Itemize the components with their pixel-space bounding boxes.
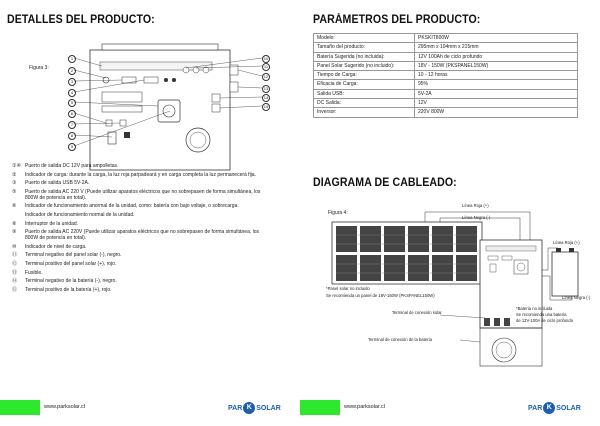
black-line-label-2: Línea Negra (-) bbox=[562, 295, 591, 300]
solar-terminal-label: Terminal de conexión solar bbox=[392, 310, 442, 315]
table-row: Tiempo de Carga: 10 - 12 horas bbox=[314, 71, 578, 80]
callout-14: 14 bbox=[263, 95, 269, 100]
table-row: DC Salida: 12V bbox=[314, 99, 578, 108]
wiring-title: DIAGRAMA DE CABLEADO: bbox=[313, 177, 457, 189]
callout-5: 5 bbox=[68, 99, 76, 107]
red-line-label-2: Línea Roja (+) bbox=[553, 240, 580, 245]
list-item: ⑫ Terminal positivo del panel solar (+), rojo. bbox=[12, 260, 117, 267]
logo-left: PAR K SOLAR bbox=[228, 402, 281, 414]
callout-8: 8 bbox=[68, 132, 76, 140]
figure-3-label: Figura 3: bbox=[29, 65, 49, 71]
battery-note-2: Se recomienda una batería bbox=[516, 312, 567, 317]
callout-1: 1 bbox=[68, 55, 76, 63]
list-item: ⑭ Terminal negativo de la batería (-), negro. bbox=[12, 278, 117, 285]
logo-k-icon: K bbox=[243, 402, 255, 414]
logo-right: PAR K SOLAR bbox=[528, 402, 581, 414]
list-item: ③ Puerto de salida USB 5V-2A. bbox=[12, 180, 90, 187]
list-item: ② Indicador de carga: durante la carga, la luz roja parpadeará y en carga completa la luz permanecerá fija. bbox=[12, 171, 256, 178]
list-item: ⑨ Puerto de salida AC 220V (Puede utilizar aparatos eléctricos que no sobrepasen de forma simultánea, los 800W de potencia en total). bbox=[12, 229, 260, 242]
callout-11: 11 bbox=[263, 64, 269, 69]
table-row: Eficacia de Carga: 95% bbox=[314, 80, 578, 89]
footer-url-right[interactable]: www.parksolar.cl bbox=[344, 404, 385, 410]
list-item: ①④ Puerto de salida DC 12V para ampolletas. bbox=[12, 163, 119, 169]
spec-table bbox=[313, 33, 578, 118]
callout-9: 9 bbox=[68, 143, 76, 151]
footer-green-bar-left bbox=[0, 400, 40, 415]
table-row: Salida USB: 5V-2A bbox=[314, 89, 578, 98]
callout-7: 7 bbox=[68, 121, 76, 129]
table-row: Batería Sugerida (no incluida): 12V 100Ah de ciclo profundo bbox=[314, 52, 578, 61]
black-line-label: Línea Negra (-) bbox=[462, 215, 491, 220]
table-row: Inversor: 220V 800W bbox=[314, 108, 578, 117]
callout-13: 13 bbox=[263, 86, 269, 91]
panel-note-1: *Panel solar no incluido bbox=[326, 286, 370, 291]
list-item: ⑥ Indicador de funcionamiento anormal de la unidad, como: batería con bajo voltaje, o sobrecarga. bbox=[12, 203, 239, 210]
red-line-label: Línea Roja (+) bbox=[462, 203, 489, 208]
figure-4-label: Figura 4: bbox=[328, 210, 348, 216]
list-item: ⑧ Interruptor de la unidad. bbox=[12, 220, 79, 227]
page-title-left: DETALLES DEL PRODUCTO: bbox=[7, 14, 155, 26]
table-row: Modelo: PKSKIT800W bbox=[314, 34, 578, 43]
battery-note-3: de 12V-100A de ciclo profundo bbox=[516, 318, 574, 323]
battery-terminal-label: Terminal de conexión de la batería bbox=[368, 337, 433, 342]
footer-green-bar-right bbox=[300, 400, 340, 415]
feature-list bbox=[12, 163, 270, 295]
list-item: Indicador de funcionamiento normal de la unidad. bbox=[25, 211, 135, 218]
table-row: Tamaño del producto: 295mm x 104mm x 215mm bbox=[314, 43, 578, 52]
page-title-right: PARÁMETROS DEL PRODUCTO: bbox=[313, 14, 481, 26]
list-item: ⑮ Terminal positivo de la batería (+), rojo. bbox=[12, 286, 112, 293]
panel-note-2: Se recomienda un panel de 18V-150W (PKSPANEL150W) bbox=[326, 293, 435, 298]
callout-15: 15 bbox=[263, 104, 269, 109]
table-row: Panel Solar Sugerido (no incluido): 18V - 150W (PKSPANEL150W) bbox=[314, 61, 578, 70]
callout-4: 4 bbox=[68, 89, 76, 97]
list-item: ⑤ Puerto de salida AC 220 V (Puede utilizar aparatos eléctricos que no sobrepasen de forma simultánea, los 800W de potencia en total). bbox=[12, 188, 261, 201]
callout-12: 12 bbox=[263, 74, 269, 79]
callout-6: 6 bbox=[68, 110, 76, 118]
device-front-diagram bbox=[62, 40, 284, 180]
footer-url-left[interactable]: www.parksolar.cl bbox=[44, 404, 85, 410]
callout-3: 3 bbox=[68, 78, 76, 86]
list-item: ⑬ Fusible. bbox=[12, 269, 43, 276]
list-item: ⑩ Indicador de nivel de carga. bbox=[12, 243, 87, 250]
callout-10: 10 bbox=[263, 56, 269, 61]
list-item: ⑪ Terminal negativo del panel solar (-), negro. bbox=[12, 252, 122, 259]
callout-2: 2 bbox=[68, 67, 76, 75]
logo-k-icon: K bbox=[543, 402, 555, 414]
battery-note-1: *Batería no incluida bbox=[516, 306, 553, 311]
